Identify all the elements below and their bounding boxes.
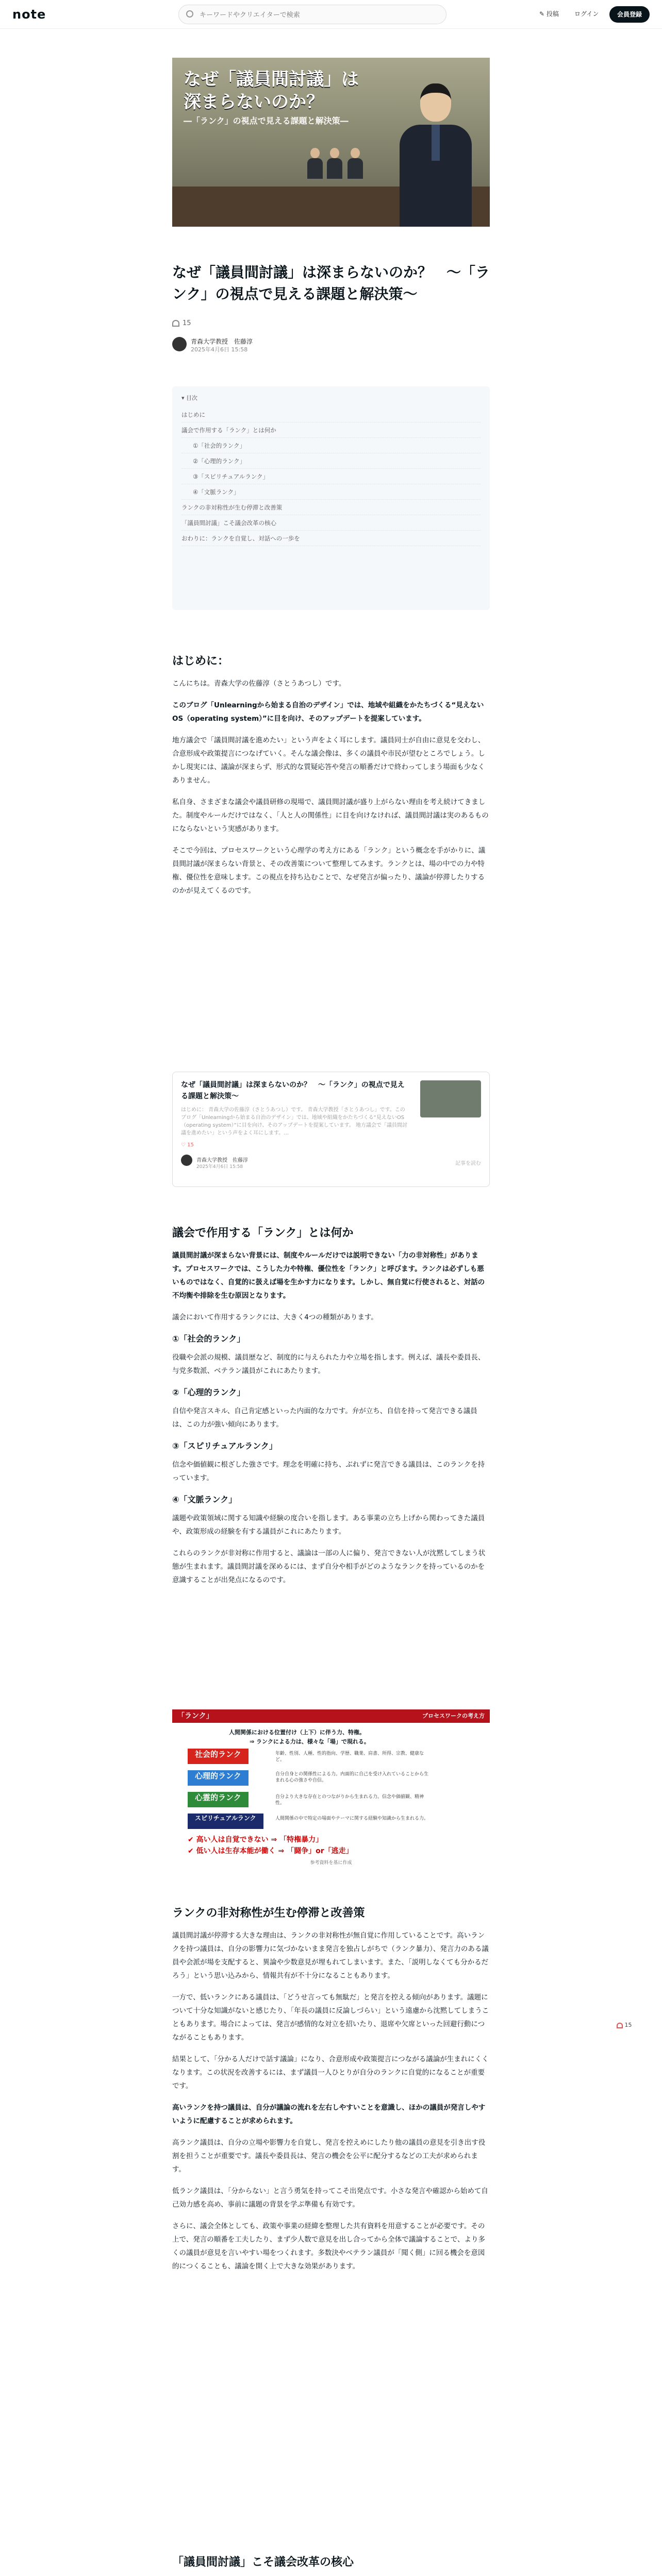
figure-header: 「ランク」 プロセスワークの考え方 — [172, 1709, 490, 1723]
toc-item[interactable]: 「議員間討議」こそ議会改革の核心 — [181, 515, 481, 531]
paragraph: 結果として、「分かる人だけで話す議論」になり、合意形成や政策提言につながる議論が生まれにくくなります。この状況を改善するには、まず議員一人ひとりが自分のランクに自覚的になることが重要です。 — [172, 2055, 489, 2090]
card-author: 青森大学教授 佐藤淳 — [196, 1158, 248, 1163]
card-description: はじめに： 青森大学の佐藤淳（さとうあつし）です。 青森大学教授「さとうあつし」です。このブログ「Unlearningから始まる自治のデザイン」では、地域や組織をかたちづくる“見えないOS（operating system）”に目を向け、そのアップデートを提案しています。 地方議会で「議員間討議を進めたい」という声をよく耳にします。… — [181, 1107, 408, 1136]
section-heading: ランクの非対称性が生む停滞と改善策 — [172, 1907, 365, 1920]
toc-item[interactable]: ④「文脈ランク」 — [181, 484, 481, 500]
rank-figure — [172, 1709, 490, 1869]
section-rank — [172, 1216, 490, 1595]
card-likes: ♡ 15 — [181, 1142, 194, 1148]
floating-like-button[interactable]: 15 — [617, 2022, 648, 2034]
context-rank-text: 人間関係の中で特定の場面やテーマに関する経験や知識から生まれる力。 — [275, 1816, 429, 1821]
subheading: ①「社会的ランク」 — [172, 1334, 245, 1344]
hero-figure-right — [347, 148, 363, 179]
subheading: ②「心理的ランク」 — [172, 1387, 245, 1397]
toc-item[interactable]: おわりに：ランクを自覚し、対話への一歩を — [181, 531, 481, 546]
signup-button[interactable]: 会員登録 — [609, 6, 650, 23]
card-read-link[interactable]: 記事を読む — [455, 1161, 481, 1166]
subheading: ③「スピリチュアルランク」 — [172, 1441, 277, 1451]
section-heading: 「議員間討議」こそ議会改革の核心 — [172, 2556, 354, 2569]
card-date: 2025年4月6日 15:58 — [196, 1164, 243, 1170]
paragraph: 役職や会派の規模、議員歴など、制度的に与えられた力や立場を指します。例えば、議長や委員長、与党多数派、ベテラン議員がこれにあたります。 — [172, 1353, 485, 1375]
section-heading: 議会で作用する「ランク」とは何か — [172, 1227, 354, 1240]
paragraph: 低ランク議員は、「分からない」と言う勇気を持ってこそ出発点です。小さな発言や確認から始めて自己効力感を高め、事前に議題の背景を学ぶ準備も有効です。 — [172, 2187, 488, 2209]
paragraph: 信念や価値観に根ざした強さです。理念を明確に持ち、ぶれずに発言できる議員は、このランクを持っています。 — [172, 1461, 485, 1482]
hero-figure-center — [327, 148, 342, 179]
card-avatar — [181, 1155, 192, 1166]
search-input[interactable] — [200, 9, 437, 21]
toc-item[interactable]: 議会で作用する「ランク」とは何か — [181, 422, 481, 438]
author-name[interactable]: 青森大学教授 佐藤淳 — [191, 338, 253, 345]
section-intro — [172, 644, 490, 906]
paragraph: 議員間討議が深まらない背景には、制度やルールだけでは説明できない「力の非対称性」があります。プロセスワークでは、こうした力や特権、優位性を「ランク」と呼びます。ランクは必ずしも悪いものではなく、自覚的に扱えば場を生かす力になります。しかし、無自覚に行使されると、対話の不均衡や排除を生む原因となります。 — [172, 1251, 485, 1300]
paragraph: 自信や発言スキル、自己肯定感といった内面的な力です。弁が立ち、自信を持って発言できる議員は、この力が強い傾向にあります。 — [172, 1407, 477, 1429]
toc-item[interactable]: ①「社会的ランク」 — [181, 438, 481, 453]
spirit-rank-text: 自分より大きな存在とのつながりから生まれる力。信念や価値観、精神性。 — [275, 1794, 424, 1806]
search-icon — [186, 10, 193, 18]
toc-list — [181, 407, 481, 546]
table-of-contents — [172, 386, 490, 610]
card-title[interactable]: なぜ「議員間討議」は深まらないのか？ 〜「ランク」の視点で見える課題と解決策〜 — [181, 1081, 405, 1100]
toc-item[interactable]: はじめに — [181, 407, 481, 422]
heart-icon — [172, 320, 179, 327]
paragraph: 議題や政策領域に関する知識や経験の度合いを指します。ある事業の立ち上げから関わってきた議員や、政策形成の経験を有する議員がこれにあたります。 — [172, 1514, 485, 1536]
section-asymmetry — [172, 1896, 490, 2281]
search-box[interactable] — [178, 5, 446, 24]
paragraph: これらのランクが非対称に作用すると、議論は一部の人に偏り、発言できない人が沈黙してしまう状態が生まれます。議員間討議を深めるには、まず自分や相手がどのようなランクを持っているのかを意識することが出発点になるのです。 — [172, 1549, 486, 1584]
paragraph: 私自身、さまざまな議会や議員研修の現場で、議員間討議が盛り上がらない理由を考え続けてきました。制度やルールだけではなく、「人と人の関係性」に目を向けなければ、議員間討議は実のあるものにならないという実感があります。 — [172, 798, 489, 833]
psych-rank-label: 心理的ランク — [188, 1770, 249, 1786]
social-rank-label: 社会的ランク — [188, 1749, 249, 1764]
section-core — [172, 2545, 490, 2576]
toc-item[interactable]: ③「スピリチュアルランク」 — [181, 469, 481, 484]
author-info[interactable] — [172, 336, 327, 354]
toc-item[interactable]: ランクの非対称性が生む停滞と改善策 — [181, 500, 481, 515]
paragraph: こんにちは。青森大学の佐藤淳（さとうあつし）です。 — [172, 680, 346, 688]
paragraph: さらに、議会全体としても、政策や事業の経緯を整理した共有資料を用意することが必要です。その上で、発言の順番を工夫したり、まず少人数で意見を出し合ってから全体で議論することで、より多くの議員が意見を言いやすい場をつくれます。多数決やベテラン議員が「聞く側」に回る機会を意図的につくることも、議論を開く上で大きな効果があります。 — [172, 2222, 485, 2270]
card-thumbnail — [420, 1080, 481, 1117]
figure-intro-2: ⇒ ランクによる力は、様々な「場」で現れる。 — [250, 1738, 370, 1745]
avatar[interactable] — [172, 337, 187, 351]
hero-title: なぜ「議員間討議」は 深まらないのか？ — [184, 69, 359, 112]
login-button[interactable]: ログイン — [574, 10, 599, 18]
note-logo[interactable]: note — [12, 7, 46, 22]
hero-figure-left — [307, 148, 323, 179]
paragraph: 高いランクを持つ議員は、自分が議論の流れを左右しやすいことを意識し、ほかの議員が発言しやすいように配慮することが求められます。 — [172, 2104, 486, 2125]
paragraph: 議会において作用するランクには、大きく4つの種類があります。 — [172, 1313, 378, 1321]
figure-intro: 人間関係における位置付け（上下）に伴う力、特権。 — [229, 1729, 365, 1736]
figure-caption: 参考資料を基に作成 — [310, 1860, 352, 1866]
toc-heading[interactable]: ▾ 目次 — [181, 395, 198, 401]
paragraph: 一方で、低いランクにある議員は、「どうせ言っても無駄だ」と発言を控える傾向があります。議題について十分な知識がないと感じたり、「年長の議員に反論しづらい」という遠慮から沈黙してしまうこともあります。場合によっては、発言が感情的な対立を招いたり、退席や欠席といった回避行動につながることもあります。 — [172, 1993, 489, 2042]
hero-man — [397, 83, 474, 227]
like-count[interactable]: 15 — [172, 319, 191, 327]
paragraph: 高ランク議員は、自分の立場や影響力を自覚し、発言を控えめにしたり他の議員の意見を引き出す役割を担うことが重要です。議長や委員長は、発言の機会を公平に配分するなどの工夫が求められます。 — [172, 2139, 486, 2174]
paragraph: 議員間討議が停滞する大きな理由は、ランクの非対称性が無自覚に作用していることです。高いランクを持つ議員は、自分の影響力に気づかないまま発言を独占しがちで（ランク暴力）、発言力のある議員や会派が場を支配すると、異論や少数意見が埋もれてしまいます。また、「説明しなくても分かるだろう」という思い込みから、情報共有が不十分になることもあります。 — [172, 1931, 489, 1980]
site-header — [0, 0, 662, 29]
toc-item[interactable]: ②「心理的ランク」 — [181, 453, 481, 469]
paragraph: そこで今回は、プロセスワークという心理学の考え方にある「ランク」という概念を手がかりに、議員間討議が深まらない背景と、その改善策について整理してみます。ランクとは、場の中での力や特権、優位性を意味します。この視点を持ち込むことで、なぜ発言が偏ったり、議論が停滞したりするのかが見えてくるのです。 — [172, 846, 486, 895]
subheading: ④「文脈ランク」 — [172, 1495, 237, 1504]
paragraph: このブログ「Unlearningから始まる自治のデザイン」では、地域や組織をかたちづくる“見えないOS（operating system）”に目を向け、そのアップデートを提案しています。 — [172, 701, 484, 723]
social-rank-text: 年齢、性別、人種、性的指向、学歴、職業、肩書、所得、宗教、健康など。 — [275, 1751, 424, 1762]
figure-note-low: ✔ 低い人は生存本能が働く ⇒ 「闘争」or「逃走」 — [188, 1847, 353, 1855]
article-title: なぜ「議員間討議」は深まらないのか？ 〜「ランク」の視点で見える課題と解決策〜 — [172, 264, 490, 302]
post-date: 2025年4月6日 15:58 — [191, 346, 248, 353]
post-button[interactable]: ✎ 投稿 — [539, 10, 559, 18]
hero-image — [172, 58, 490, 227]
figure-note-high: ✔ 高い人は自覚できない ⇒ 「特権暴力」 — [188, 1836, 323, 1844]
pen-icon: ✎ — [539, 10, 547, 18]
spirit-rank-label: 心霊的ランク — [188, 1792, 249, 1807]
hero-subtitle: ―「ランク」の視点で見える課題と解決策― — [184, 116, 349, 126]
section-heading: はじめに： — [172, 655, 229, 668]
context-rank-label: スピリチュアルランク — [188, 1814, 263, 1829]
heart-icon — [617, 2023, 623, 2028]
paragraph: 地方議会で「議員間討議を進めたい」という声をよく耳にします。議員同士が自由に意見を交わし、合意形成や政策提言につなげていく。そんな議会像は、多くの議員や市民が望むところでしょう。しかし現実には、議論が深まらず、形式的な質疑応答や発言の順番だけで終わってしまう場面も少なくありません。 — [172, 736, 485, 785]
embed-card[interactable] — [172, 1072, 490, 1187]
psych-rank-text: 自分自身との関係性による力。内面的に自己を受け入れていることから生まれる心の強さや自信。 — [275, 1772, 429, 1783]
